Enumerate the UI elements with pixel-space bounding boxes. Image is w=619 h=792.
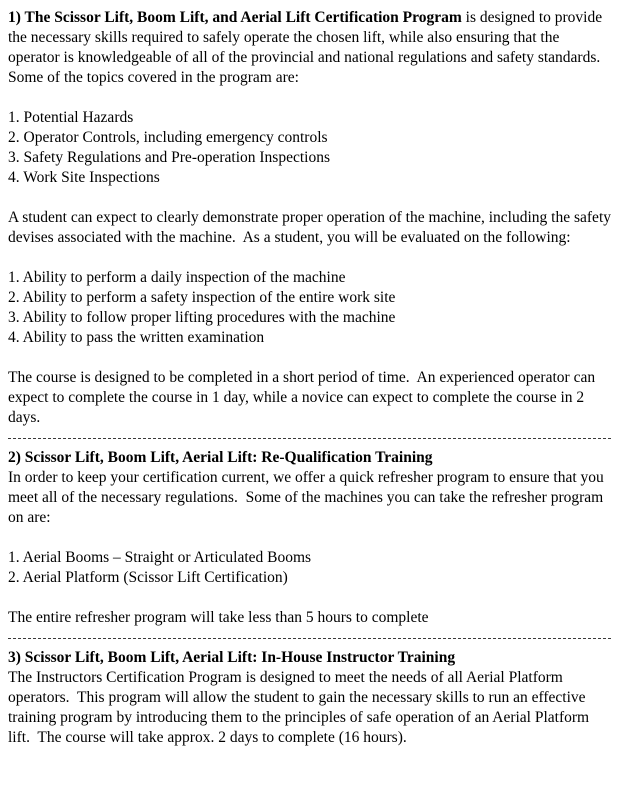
section-2-duration-note: The entire refresher program will take less than 5 hours to complete: [8, 609, 429, 626]
section-1-intro-text: is designed to provide the necessary skills required to safely operate the chosen lift, while also ensuring that the operator is knowledgeable of all of the provincial and national regulations and safety standards. Some of the topics covered in the program are:: [8, 9, 609, 86]
section-1-evaluation-item: 1. Ability to perform a daily inspection of the machine: [8, 269, 346, 286]
spacer: [8, 348, 611, 368]
section-1-evaluation-intro: A student can expect to clearly demonstrate proper operation of the machine, including the safety devises associated with the machine. As a student, you will be evaluated on the following:: [8, 209, 615, 246]
section-1-evaluation-item: 3. Ability to follow proper lifting procedures with the machine: [8, 309, 396, 326]
section-divider: [8, 428, 611, 448]
spacer: [8, 588, 611, 608]
section-2-machine-item: 1. Aerial Booms – Straight or Articulated Booms: [8, 549, 312, 566]
section-divider: [8, 628, 611, 648]
dashed-rule: [8, 438, 611, 439]
section-1-topic-item: 1. Potential Hazards: [8, 109, 134, 126]
section-2-intro: In order to keep your certification current, we offer a quick refresher program to ensure that you meet all of the necessary regulations. Some of the machines you can take the refresher program on are:: [8, 469, 608, 526]
section-2-title: 2) Scissor Lift, Boom Lift, Aerial Lift: Re-Qualification Training: [8, 449, 433, 466]
section-1-topic-item: 3. Safety Regulations and Pre-operation Inspections: [8, 149, 330, 166]
section-1-duration-note: The course is designed to be completed in a short period of time. An experienced operator can expect to complete the course in 1 day, while a novice can expect to complete the course in 2 days.: [8, 369, 599, 426]
section-1-topic-item: 2. Operator Controls, including emergency controls: [8, 129, 328, 146]
section-3-body: The Instructors Certification Program is designed to meet the needs of all Aerial Platform operators. This program will allow the student to gain the necessary skills to run an effective training program by introducing them to the principles of safe operation of an Aerial Platform lift. The course will take approx. 2 days to complete (16 hours).: [8, 669, 593, 746]
section-1-topic-item: 4. Work Site Inspections: [8, 169, 160, 186]
section-3-title: 3) Scissor Lift, Boom Lift, Aerial Lift: In-House Instructor Training: [8, 649, 456, 666]
section-1-evaluation-item: 2. Ability to perform a safety inspection of the entire work site: [8, 289, 396, 306]
spacer: [8, 188, 611, 208]
section-1-title: 1) The Scissor Lift, Boom Lift, and Aerial Lift Certification Program: [8, 9, 462, 26]
spacer: [8, 88, 611, 108]
spacer: [8, 248, 611, 268]
section-1-intro-paragraph: [8, 8, 611, 88]
section-1-evaluation-item: 4. Ability to pass the written examination: [8, 329, 265, 346]
spacer: [8, 528, 611, 548]
dashed-rule: [8, 638, 611, 639]
section-2-machine-item: 2. Aerial Platform (Scissor Lift Certification): [8, 569, 288, 586]
